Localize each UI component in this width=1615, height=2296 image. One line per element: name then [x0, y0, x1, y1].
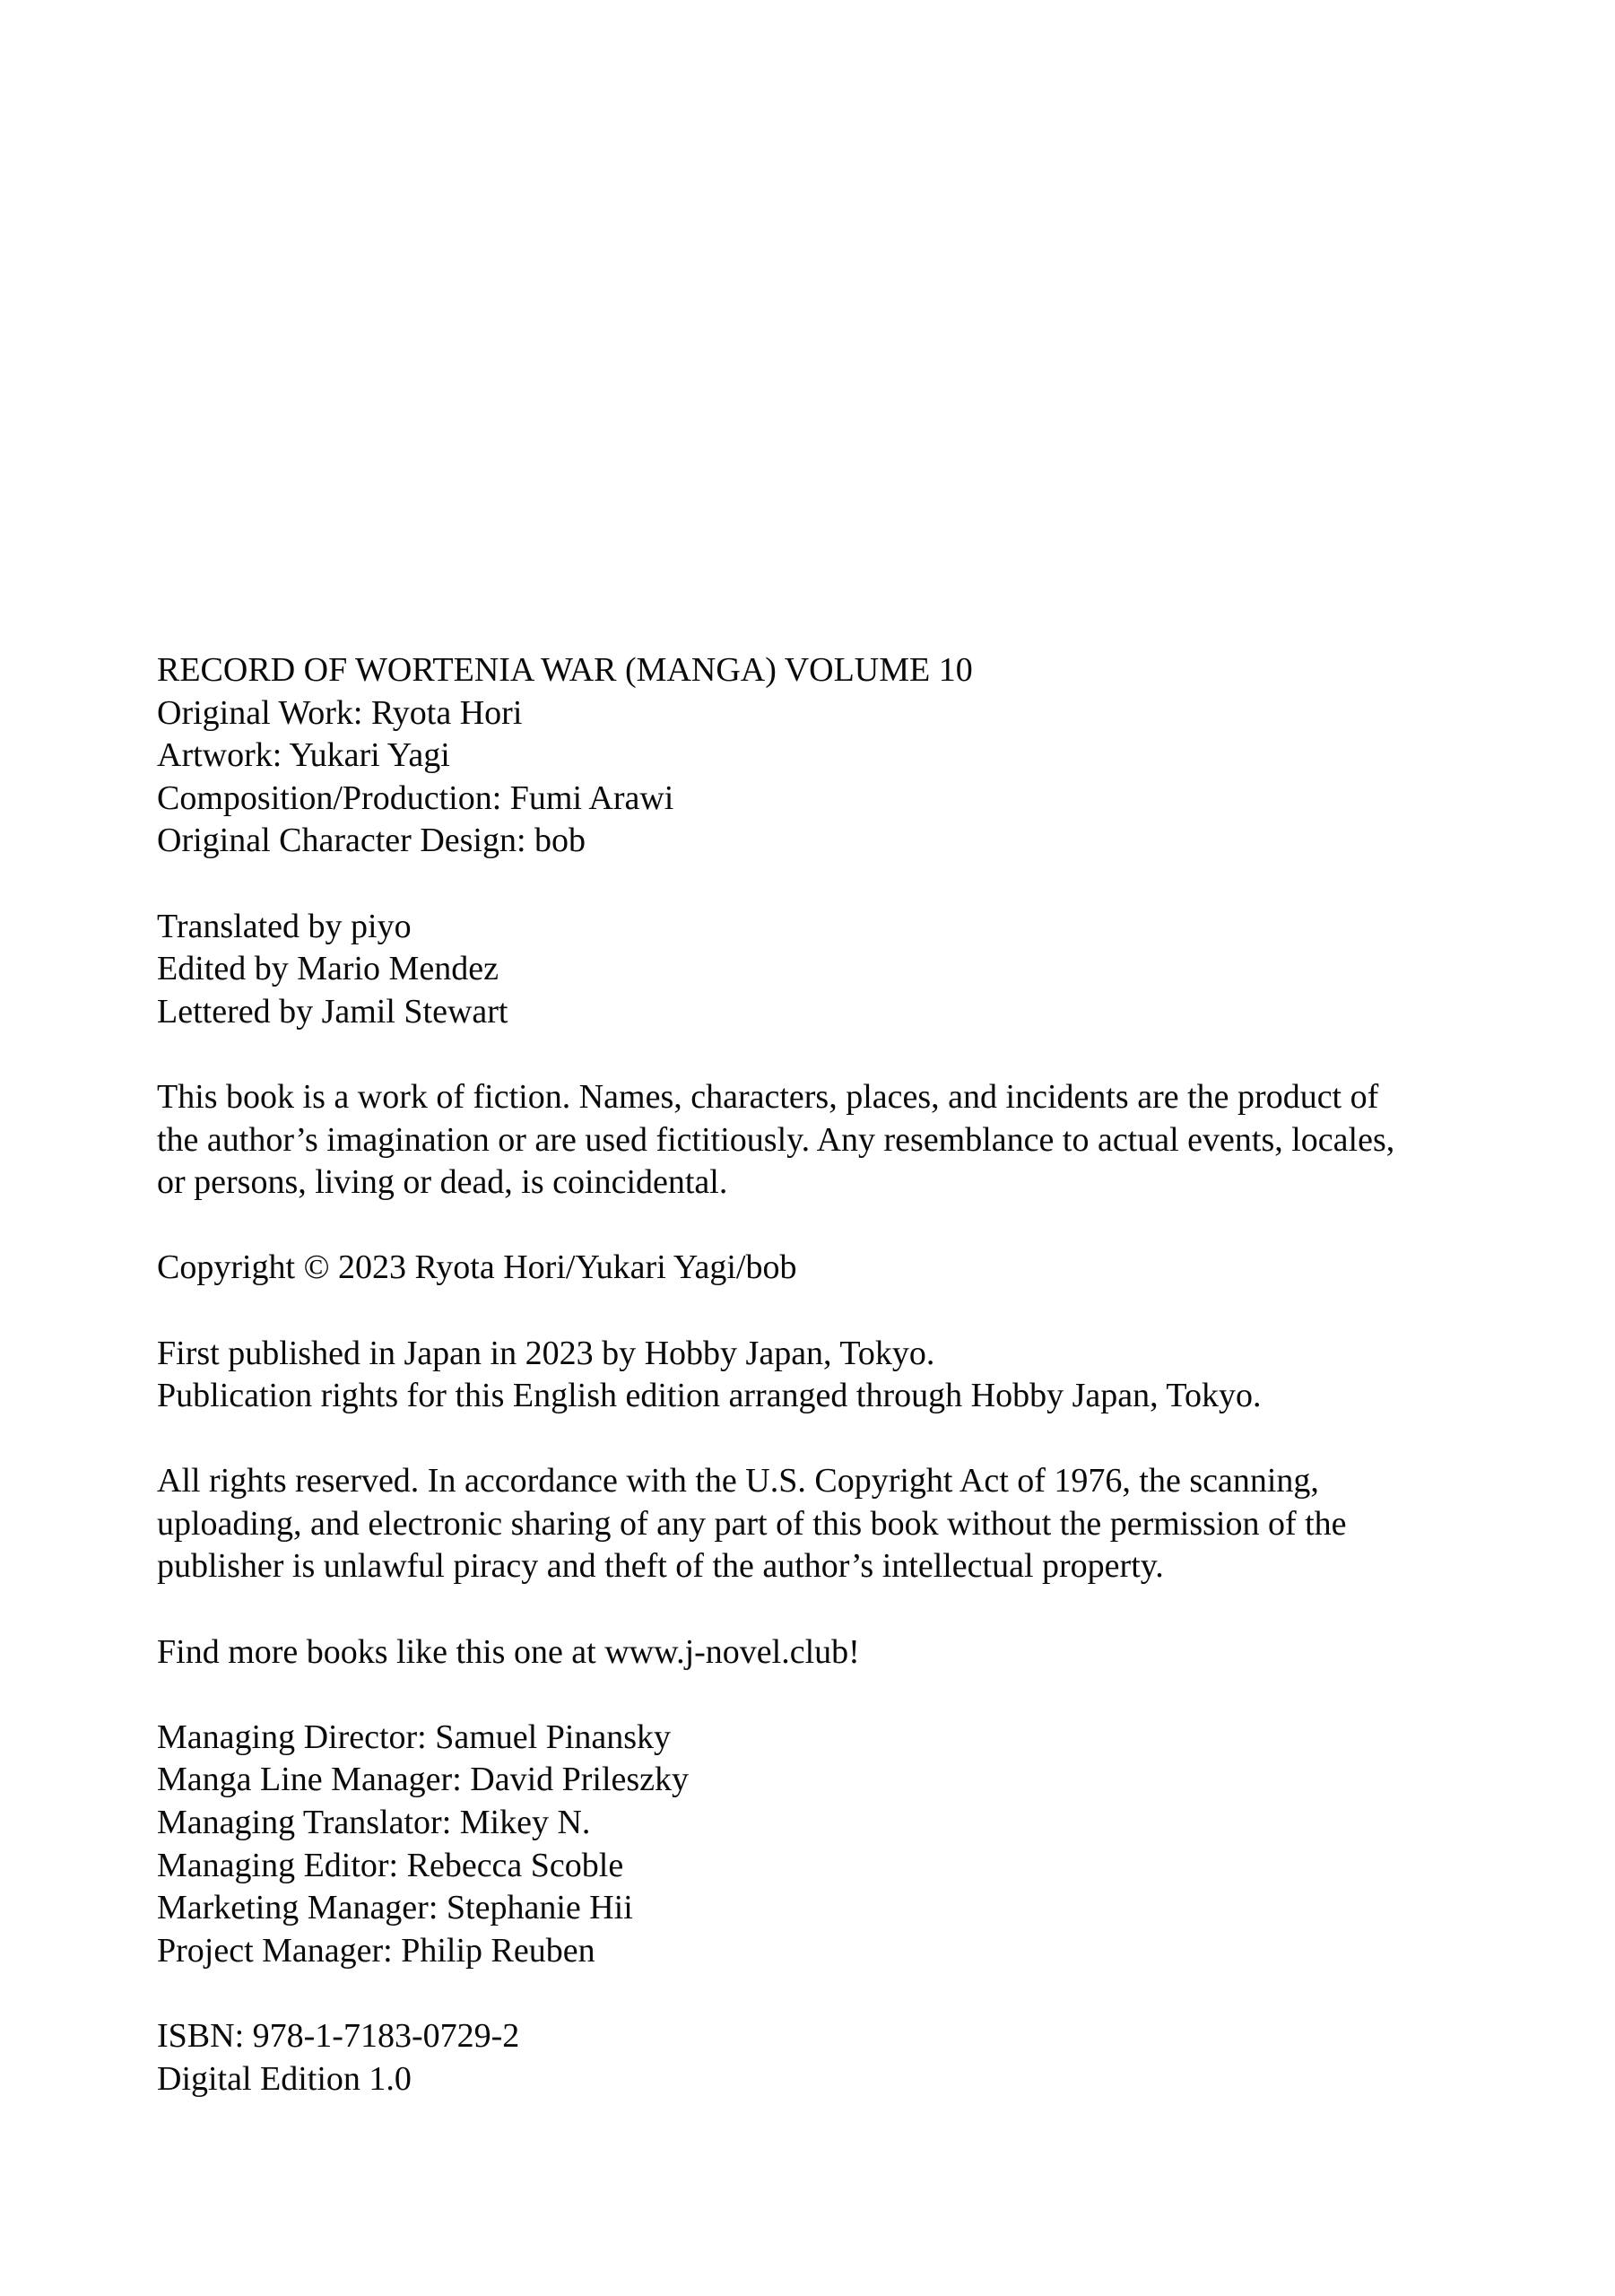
staff-managing-translator: Managing Translator: Mikey N.: [157, 1804, 591, 1842]
credit-letterer: Lettered by Jamil Stewart: [157, 992, 508, 1031]
publication-line: Publication rights for this English edition arranged through Hobby Japan, Tokyo.: [157, 1377, 1262, 1415]
disclaimer-line: This book is a work of fiction. Names, characters, places, and incidents are the product of: [157, 1077, 1379, 1116]
fiction-disclaimer-section: [157, 1076, 1502, 1205]
colophon-text-block: [157, 649, 1502, 2100]
copyright-section: [157, 1247, 1502, 1290]
publication-section: [157, 1333, 1502, 1418]
publication-line: First published in Japan in 2023 by Hobby Japan, Tokyo.: [157, 1334, 935, 1372]
localization-staff-section: [157, 906, 1502, 1034]
copyright-notice: Copyright © 2023 Ryota Hori/Yukari Yagi/bob: [157, 1248, 797, 1287]
book-credits-section: [157, 649, 1502, 863]
credit-editor: Edited by Mario Mendez: [157, 950, 499, 988]
edition-section: [157, 2015, 1502, 2100]
staff-managing-director: Managing Director: Samuel Pinansky: [157, 1718, 672, 1756]
disclaimer-line: the author’s imagination or are used fictitiously. Any resemblance to actual events, locales,: [157, 1120, 1395, 1159]
credit-translator: Translated by piyo: [157, 907, 412, 945]
staff-manga-line-manager: Manga Line Manager: David Prileszky: [157, 1761, 690, 1799]
digital-edition-line: Digital Edition 1.0: [157, 2059, 412, 2098]
credit-character-design: Original Character Design: bob: [157, 822, 586, 860]
staff-marketing-manager: Marketing Manager: Stephanie Hii: [157, 1889, 633, 1927]
promo-section: [157, 1631, 1502, 1674]
company-staff-section: [157, 1717, 1502, 1973]
rights-reserved-section: [157, 1460, 1502, 1588]
book-title: RECORD OF WORTENIA WAR (MANGA) VOLUME 10: [157, 651, 973, 689]
rights-line: publisher is unlawful piracy and theft of the author’s intellectual property.: [157, 1547, 1164, 1586]
rights-line: uploading, and electronic sharing of any part of this book without the permission of the: [157, 1504, 1347, 1543]
promo-line: Find more books like this one at www.j-novel.club!: [157, 1632, 860, 1671]
disclaimer-line: or persons, living or dead, is coincidental.: [157, 1163, 728, 1202]
credit-composition-production: Composition/Production: Fumi Arawi: [157, 778, 674, 817]
isbn-line: ISBN: 978-1-7183-0729-2: [157, 2017, 520, 2055]
credit-artwork: Artwork: Yukari Yagi: [157, 736, 450, 775]
rights-line: All rights reserved. In accordance with the U.S. Copyright Act of 1976, the scanning,: [157, 1462, 1319, 1500]
staff-managing-editor: Managing Editor: Rebecca Scoble: [157, 1846, 624, 1884]
credit-original-work: Original Work: Ryota Hori: [157, 693, 523, 732]
staff-project-manager: Project Manager: Philip Reuben: [157, 1931, 595, 1970]
